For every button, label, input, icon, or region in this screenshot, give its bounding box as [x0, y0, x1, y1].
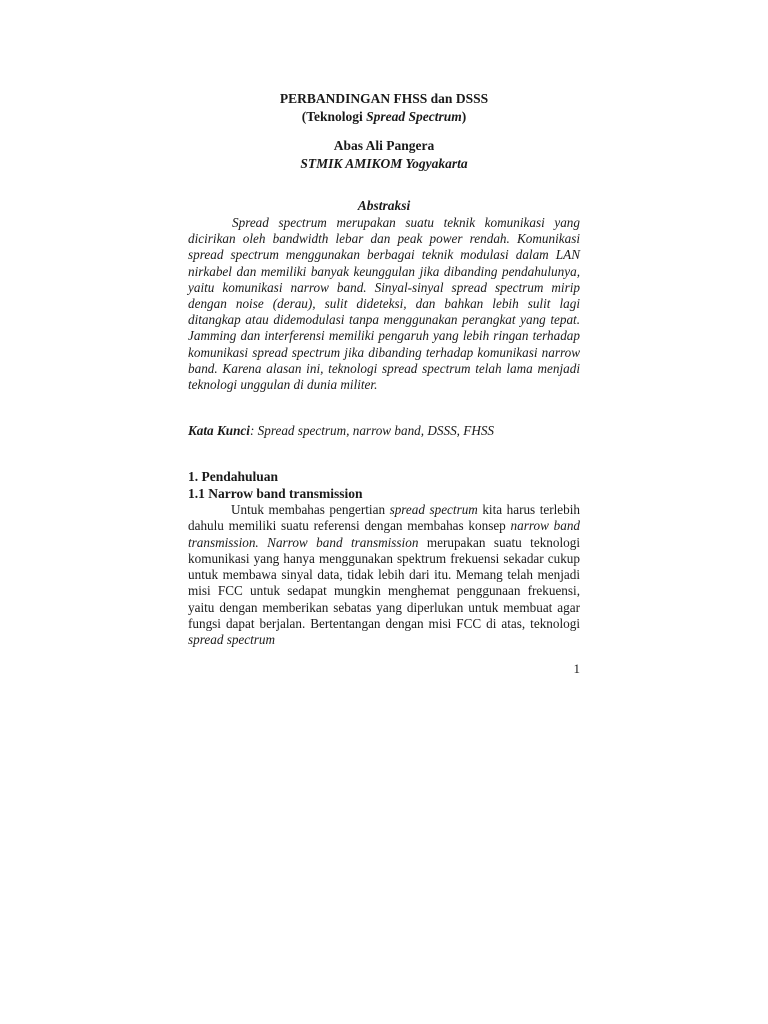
- paper-title: PERBANDINGAN FHSS dan DSSS: [279, 91, 489, 106]
- abstract-heading: Abstraksi: [357, 198, 411, 213]
- para-text-2: kita harus terlebih dahulu memiliki suatu referensi dengan membahas konsep: [188, 502, 580, 534]
- page-number: 1: [573, 661, 580, 676]
- para-italic-1: spread spectrum: [389, 502, 478, 517]
- body-paragraph: [188, 502, 580, 649]
- title-block: [188, 90, 580, 126]
- keywords-separator: :: [249, 423, 258, 438]
- section-heading: 1. Pendahuluan: [188, 469, 279, 484]
- author-name: Abas Ali Pangera: [333, 138, 435, 153]
- keywords-line: [188, 423, 580, 439]
- keywords-label: Kata Kunci: [188, 423, 250, 438]
- subtitle-prefix: (Teknologi: [301, 109, 367, 124]
- para-text-3: merupakan suatu teknologi komunikasi yang hanya menggunakan spektrum frekuensi sekadar cukup untuk membawa sinyal data, tidak lebih dari itu. Memang telah menjadi misi FCC untuk sedapat mungkin menghemat penggunaan frekuensi, yaitu dengan memberikan sebatas yang diperlukan untuk membuat agar fungsi dapat berjalan. Bertentangan dengan misi FCC di atas, teknologi: [188, 534, 580, 632]
- subtitle-suffix: ): [461, 109, 467, 124]
- author-block: [188, 137, 580, 173]
- para-italic-2: narrow band transmission. Narrow band transmission: [188, 518, 581, 550]
- paper-subtitle: [188, 108, 580, 126]
- subtitle-italic: Spread Spectrum: [366, 109, 462, 124]
- author-affiliation: STMIK AMIKOM Yogyakarta: [300, 156, 468, 171]
- para-text-1: Untuk membahas pengertian: [231, 502, 390, 517]
- keywords-text: Spread spectrum, narrow band, DSSS, FHSS: [257, 423, 495, 438]
- abstract-text: Spread spectrum merupakan suatu teknik komunikasi yang dicirikan oleh bandwidth lebar dan peak power rendah. Komunikasi spread spectrum menggunakan berbagai teknik modulasi dalam LAN nirkabel dan memiliki banyak keunggulan jika dibanding pendahulunya, yaitu komunikasi narrow band. Sinyal-sinyal spread spectrum mirip dengan noise (derau), sulit dideteksi, dan bahkan lebih sulit lagi ditangkap atau didemodulasi tanpa menggunakan perangkat yang tepat. Jamming dan interferensi memiliki pengaruh yang lebih ringan terhadap komunikasi spread spectrum jika dibanding terhadap komunikasi narrow band. Karena alasan ini, teknologi spread spectrum telah lama menjadi teknologi unggulan di dunia militer.: [188, 215, 580, 393]
- subsection-heading: 1.1 Narrow band transmission: [188, 486, 363, 501]
- para-italic-3: spread spectrum: [188, 632, 276, 648]
